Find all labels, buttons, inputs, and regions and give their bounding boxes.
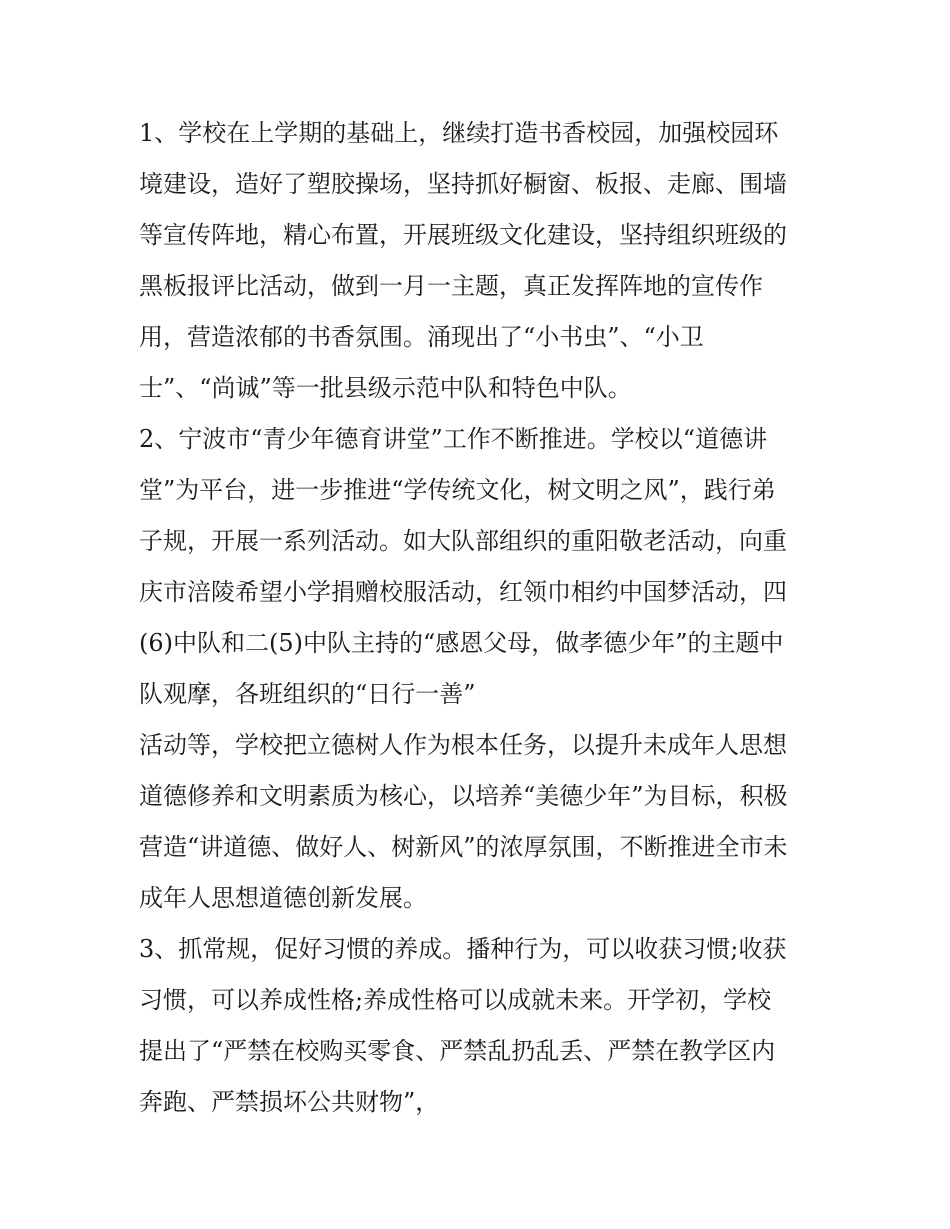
document-body <box>139 108 829 1128</box>
text-line: 3、抓常规，促好习惯的养成。播种行为，可以收获习惯;收获 <box>139 935 787 963</box>
text-line: 1、学校在上学期的基础上，继续打造书香校园，加强校园环 <box>139 119 779 147</box>
text-line: 士”、“尚诚”等一批县级示范中队和特色中队。 <box>139 374 632 402</box>
text-line: (6)中队和二(5)中队主持的“感恩父母，做孝德少年”的主题中 <box>139 629 784 657</box>
text-line: 奔跑、严禁损坏公共财物”， <box>139 1088 440 1116</box>
text-line: 等宣传阵地，精心布置，开展班级文化建设，坚持组织班级的 <box>139 221 787 249</box>
text-line: 队观摩，各班组织的“日行一善” <box>139 680 476 708</box>
text-line: 习惯，可以养成性格;养成性格可以成就未来。开学初，学校 <box>139 986 772 1014</box>
text-line: 道德修养和文明素质为核心，以培养“美德少年”为目标，积极 <box>139 782 788 810</box>
text-line: 营造“讲道德、做好人、树新风”的浓厚氛围，不断推进全市未 <box>139 833 788 861</box>
text-line: 境建设，造好了塑胶操场，坚持抓好橱窗、板报、走廊、围墙 <box>139 170 787 198</box>
text-line: 活动等，学校把立德树人作为根本任务，以提升未成年人思想 <box>139 731 787 759</box>
text-line: 用，营造浓郁的书香氛围。涌现出了“小书虫”、“小卫 <box>139 323 704 351</box>
text-line: 黑板报评比活动，做到一月一主题，真正发挥阵地的宣传作 <box>139 272 763 300</box>
text-line: 提出了“严禁在校购买零食、严禁乱扔乱丢、严禁在教学区内 <box>139 1037 776 1065</box>
text-line: 成年人思想道德创新发展。 <box>139 884 427 912</box>
text-line: 子规，开展一系列活动。如大队部组织的重阳敬老活动，向重 <box>139 527 787 555</box>
text-line: 堂”为平台，进一步推进“学传统文化，树文明之风”，践行弟 <box>139 476 776 504</box>
text-line: 庆市涪陵希望小学捐赠校服活动，红领巾相约中国梦活动，四 <box>139 578 787 606</box>
text-line: 2、宁波市“青少年德育讲堂”工作不断推进。学校以“道德讲 <box>139 425 768 453</box>
